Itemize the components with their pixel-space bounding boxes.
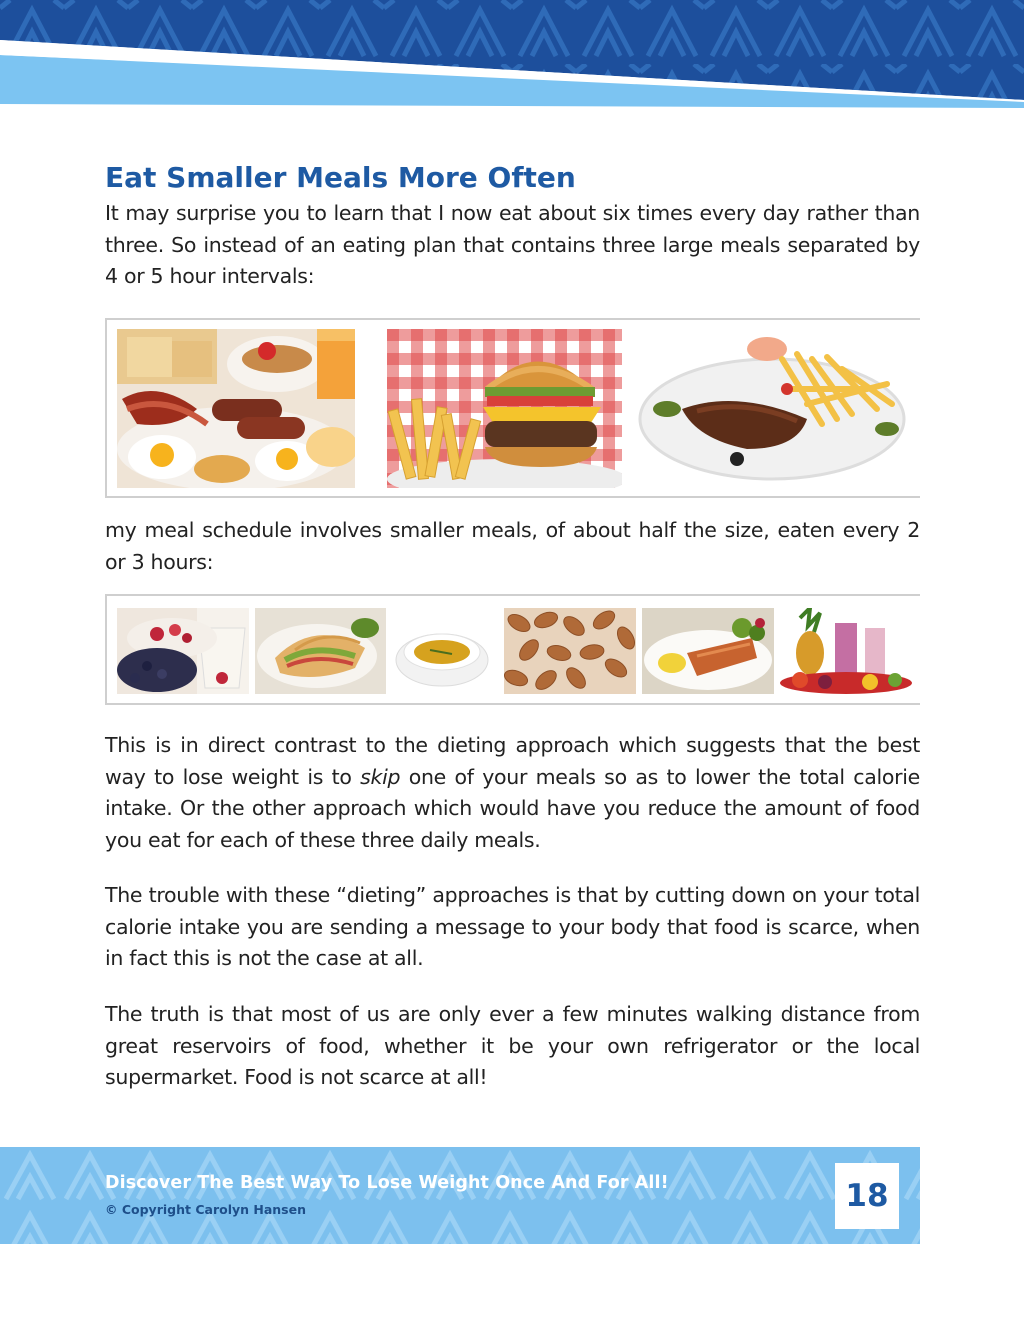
contrast-block bbox=[105, 730, 920, 856]
yogurt-berries-photo bbox=[117, 608, 249, 694]
contrast-paragraph bbox=[105, 730, 920, 856]
trouble-paragraph: The trouble with these “dieting” approaches is that by cutting down on your total calorie intake you are sending a message to your body that food is scarce, when in fact this is not the case at all. bbox=[105, 883, 920, 970]
truth-paragraph: The truth is that most of us are only ever a few minutes walking distance from great reservoirs of food, whether it be your own refrigerator or the local supermarket. Food is not scarce at all! bbox=[105, 1002, 920, 1089]
intro-block bbox=[105, 158, 920, 293]
skip-emphasis: skip bbox=[360, 764, 401, 789]
fruit-smoothie-photo bbox=[780, 608, 912, 694]
salmon-salad-photo bbox=[642, 608, 774, 694]
large-meals-image-strip bbox=[105, 318, 920, 498]
page-number: 18 bbox=[835, 1163, 899, 1229]
sandwich-photo bbox=[255, 608, 386, 694]
trouble-block bbox=[105, 880, 920, 975]
footer-band bbox=[0, 1147, 920, 1244]
schedule-block bbox=[105, 515, 920, 578]
page-heading: Eat Smaller Meals More Often bbox=[105, 161, 576, 194]
burger-fries-photo bbox=[387, 329, 622, 488]
contrast-text-before: This is in direct contrast to the dieting approach which suggests that the best way to lose weight is to bbox=[105, 733, 920, 789]
small-meals-image-strip bbox=[105, 594, 920, 705]
header-banner bbox=[0, 0, 1024, 115]
schedule-paragraph: my meal schedule involves smaller meals, of about half the size, eaten every 2 or 3 hours: bbox=[105, 518, 920, 574]
almonds-photo bbox=[504, 608, 636, 694]
soup-bowl-photo bbox=[392, 608, 492, 694]
intro-paragraph: It may surprise you to learn that I now eat about six times every day rather than three. So instead of an eating plan that contains three large meals separated by 4 or 5 hour intervals: bbox=[105, 201, 920, 288]
steak-fries-photo bbox=[637, 329, 909, 488]
breakfast-plate-photo bbox=[117, 329, 355, 488]
footer-copyright: © Copyright Carolyn Hansen bbox=[105, 1202, 306, 1217]
footer-title: Discover The Best Way To Lose Weight Once And For All! bbox=[105, 1173, 669, 1193]
truth-block bbox=[105, 999, 920, 1094]
contrast-text-after: one of your meals so as to lower the total calorie intake. Or the other approach which would have you reduce the amount of food you eat for each of these three daily meals. bbox=[105, 764, 920, 852]
